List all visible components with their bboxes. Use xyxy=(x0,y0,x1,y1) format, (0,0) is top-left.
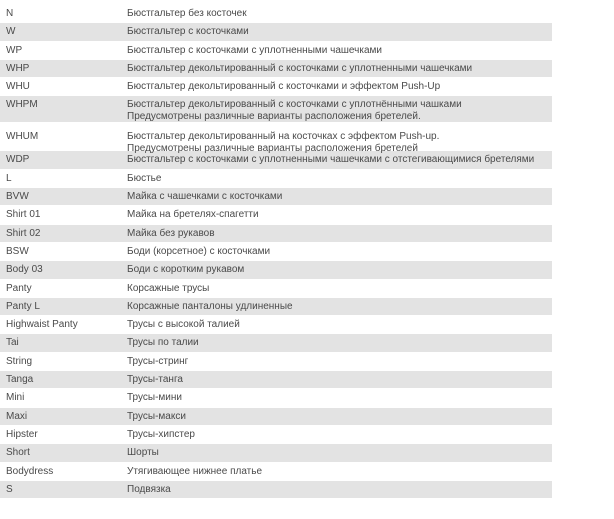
description-cell: Бюстгальтер декольтированный с косточками с уплотненными чашечками xyxy=(127,62,473,74)
code-cell: Tai xyxy=(6,337,19,349)
table-row xyxy=(0,188,552,206)
description-cell: Бюстгальтер декольтированный на косточках с эффектом Push-up. Предусмотрены различные варианты расположения бретелей xyxy=(127,131,440,155)
code-cell: WHU xyxy=(6,81,30,93)
table-row xyxy=(0,225,552,243)
description-cell: Бюстгальтер с косточками xyxy=(127,26,249,38)
code-cell: Highwaist Panty xyxy=(6,319,78,331)
table-row xyxy=(0,151,552,169)
description-cell: Бюстье xyxy=(127,172,162,184)
code-cell: Tanga xyxy=(6,374,34,386)
description-cell: Подвязка xyxy=(127,483,171,495)
code-cell: WHP xyxy=(6,62,30,74)
code-cell: L xyxy=(6,172,12,184)
code-cell: S xyxy=(6,483,13,495)
code-cell: BVW xyxy=(6,191,29,203)
code-cell: Body 03 xyxy=(6,264,43,276)
table-row xyxy=(0,123,552,155)
code-cell: Hipster xyxy=(6,428,38,440)
code-cell: Panty xyxy=(6,282,32,294)
description-cell: Бюстгальтер без косточек xyxy=(127,8,247,19)
code-cell: Shirt 02 xyxy=(6,227,41,239)
description-cell: Майка без рукавов xyxy=(127,227,215,239)
description-cell: Бюстгальтер с косточками с уплотненными чашечками xyxy=(127,44,382,56)
description-cell: Шорты xyxy=(127,447,159,459)
code-cell: Shirt 01 xyxy=(6,209,41,221)
description-cell: Утягивающее нижнее платье xyxy=(127,465,263,477)
code-cell: Mini xyxy=(6,392,25,404)
table-row xyxy=(0,481,552,499)
code-cell: Short xyxy=(6,447,30,459)
code-cell: WHUM xyxy=(6,131,39,143)
table-row xyxy=(0,96,552,123)
code-cell: BSW xyxy=(6,245,29,257)
table-row xyxy=(0,60,552,78)
table-row xyxy=(0,42,552,60)
table-row xyxy=(0,5,552,23)
table-row xyxy=(0,316,552,334)
code-cell: Maxi xyxy=(6,410,28,422)
table-row xyxy=(0,389,552,407)
table-row xyxy=(0,170,552,188)
description-cell: Трусы-танга xyxy=(127,374,183,386)
description-cell: Трусы-хипстер xyxy=(127,428,195,440)
description-cell: Майка с чашечками с косточками xyxy=(127,191,283,203)
table-row xyxy=(0,353,552,371)
code-cell: WDP xyxy=(6,154,30,166)
table-row xyxy=(0,261,552,279)
table-row xyxy=(0,23,552,41)
description-cell: Корсажные панталоны удлиненные xyxy=(127,300,293,312)
table-row xyxy=(0,206,552,224)
code-cell: Panty L xyxy=(6,300,40,312)
description-cell: Корсажные трусы xyxy=(127,282,210,294)
code-cell: WHPM xyxy=(6,99,38,111)
description-cell: Бюстгальтер декольтированный с косточками и эффектом Push-Up xyxy=(127,81,441,93)
description-cell: Трусы по талии xyxy=(127,337,199,349)
table-row xyxy=(0,280,552,298)
description-cell: Боди с коротким рукавом xyxy=(127,264,245,276)
description-cell: Майка на бретелях-спагетти xyxy=(127,209,259,221)
description-cell: Боди (корсетное) с косточками xyxy=(127,245,271,257)
description-cell: Трусы-макси xyxy=(127,410,186,422)
table-row xyxy=(0,371,552,389)
table-row xyxy=(0,243,552,261)
code-cell: String xyxy=(6,355,33,367)
description-cell: Бюстгальтер с косточками с уплотненными чашечками с отстегивающимися бретелями xyxy=(127,154,535,166)
table-row xyxy=(0,298,552,316)
description-cell: Трусы-стринг xyxy=(127,355,189,367)
code-cell: W xyxy=(6,26,16,38)
code-cell: N xyxy=(6,8,14,19)
table-row xyxy=(0,444,552,462)
table-row xyxy=(0,426,552,444)
description-cell: Трусы с высокой талией xyxy=(127,319,240,331)
description-cell: Бюстгальтер декольтированный с косточками с уплотнёнными чашками Предусмотрены различные варианты расположения бретелей. xyxy=(127,99,462,123)
table-row xyxy=(0,463,552,481)
description-cell: Трусы-мини xyxy=(127,392,182,404)
code-cell: WP xyxy=(6,44,23,56)
code-cell: Bodydress xyxy=(6,465,54,477)
product-code-table xyxy=(0,5,552,499)
table-row xyxy=(0,334,552,352)
table-row xyxy=(0,408,552,426)
table-row xyxy=(0,78,552,96)
